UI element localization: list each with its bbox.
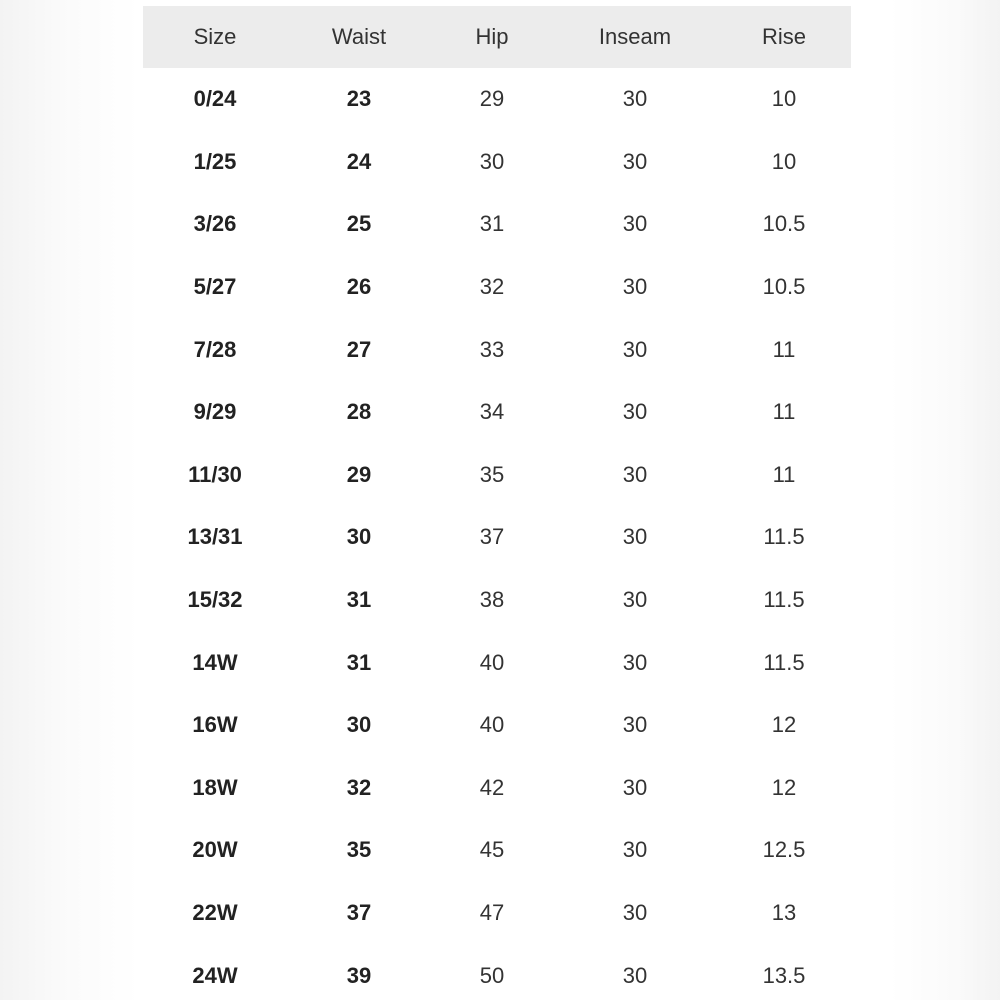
- cell-waist: 30: [346, 712, 372, 738]
- table-row: [143, 131, 851, 194]
- cell-size: 16W: [192, 712, 238, 738]
- table-row: [143, 944, 851, 1000]
- table-row: [143, 819, 851, 882]
- cell-waist: 24: [346, 148, 372, 174]
- cell-inseam: 30: [622, 336, 648, 362]
- cell-rise: 11: [772, 399, 796, 425]
- cell-inseam: 30: [622, 774, 648, 800]
- table-body: [143, 68, 851, 1000]
- table-row: [143, 193, 851, 256]
- size-chart-table: [143, 6, 851, 1000]
- cell-size: 3/26: [193, 211, 237, 237]
- cell-hip: 42: [479, 774, 505, 800]
- cell-inseam: 30: [622, 399, 648, 425]
- header-row: [143, 6, 851, 68]
- cell-size: 22W: [192, 900, 238, 926]
- cell-size: 13/31: [187, 524, 243, 550]
- header-inseam: Inseam: [598, 24, 672, 49]
- cell-size: 18W: [192, 774, 238, 800]
- cell-size: 1/25: [193, 148, 237, 174]
- header-size: Size: [193, 24, 237, 49]
- left-edge-shade: [0, 0, 140, 1000]
- table-row: [143, 256, 851, 319]
- cell-size: 7/28: [193, 336, 237, 362]
- cell-hip: 35: [479, 461, 505, 487]
- cell-hip: 50: [479, 962, 505, 988]
- cell-inseam: 30: [622, 962, 648, 988]
- header-rise: Rise: [761, 24, 806, 49]
- cell-inseam: 30: [622, 86, 648, 112]
- cell-inseam: 30: [622, 211, 648, 237]
- cell-waist: 25: [346, 211, 372, 237]
- cell-size: 5/27: [193, 274, 237, 300]
- cell-rise: 11: [772, 336, 796, 362]
- cell-waist: 26: [346, 274, 372, 300]
- cell-rise: 12.5: [762, 837, 806, 863]
- cell-size: 14W: [192, 649, 238, 675]
- cell-waist: 39: [346, 962, 372, 988]
- cell-inseam: 30: [622, 587, 648, 613]
- cell-inseam: 30: [622, 900, 648, 926]
- cell-rise: 11.5: [763, 524, 805, 550]
- cell-waist: 37: [346, 900, 372, 926]
- cell-size: 11/30: [188, 461, 242, 487]
- cell-rise: 10: [771, 86, 797, 112]
- cell-rise: 11.5: [763, 649, 805, 675]
- cell-rise: 13: [771, 900, 797, 926]
- cell-inseam: 30: [622, 837, 648, 863]
- table-header: [143, 6, 851, 68]
- cell-inseam: 30: [622, 524, 648, 550]
- cell-waist: 28: [346, 399, 372, 425]
- table-row: [143, 318, 851, 381]
- cell-waist: 30: [346, 524, 372, 550]
- cell-waist: 31: [346, 649, 372, 675]
- cell-hip: 40: [479, 712, 505, 738]
- cell-size: 24W: [192, 962, 238, 988]
- cell-rise: 11: [772, 461, 796, 487]
- cell-rise: 12: [771, 774, 797, 800]
- cell-rise: 13.5: [762, 962, 806, 988]
- cell-rise: 10: [771, 148, 797, 174]
- cell-hip: 37: [479, 524, 505, 550]
- table-row: [143, 444, 851, 507]
- table-row: [143, 381, 851, 444]
- table-row: [143, 694, 851, 757]
- table-row: [143, 68, 851, 131]
- cell-hip: 34: [479, 399, 505, 425]
- cell-size: 9/29: [193, 399, 237, 425]
- cell-size: 15/32: [187, 587, 243, 613]
- cell-rise: 12: [771, 712, 797, 738]
- right-edge-shade: [890, 0, 1000, 1000]
- cell-hip: 38: [479, 587, 505, 613]
- cell-inseam: 30: [622, 461, 648, 487]
- cell-hip: 32: [479, 274, 505, 300]
- cell-inseam: 30: [622, 148, 648, 174]
- cell-hip: 40: [479, 649, 505, 675]
- cell-size: 0/24: [193, 86, 237, 112]
- cell-hip: 33: [479, 336, 505, 362]
- cell-waist: 23: [346, 86, 372, 112]
- table-row: [143, 757, 851, 820]
- header-waist: Waist: [331, 24, 387, 49]
- cell-waist: 27: [346, 336, 372, 362]
- table-row: [143, 506, 851, 569]
- table-row: [143, 882, 851, 945]
- cell-size: 20W: [192, 837, 238, 863]
- table-row: [143, 631, 851, 694]
- cell-waist: 32: [346, 774, 372, 800]
- header-hip: Hip: [475, 24, 509, 49]
- cell-waist: 31: [346, 587, 372, 613]
- cell-hip: 47: [479, 900, 505, 926]
- cell-rise: 10.5: [762, 274, 806, 300]
- cell-rise: 10.5: [762, 211, 806, 237]
- cell-waist: 29: [346, 461, 372, 487]
- cell-hip: 30: [479, 148, 505, 174]
- cell-hip: 29: [479, 86, 505, 112]
- cell-waist: 35: [346, 837, 372, 863]
- cell-rise: 11.5: [763, 587, 805, 613]
- cell-inseam: 30: [622, 712, 648, 738]
- cell-inseam: 30: [622, 649, 648, 675]
- cell-hip: 45: [479, 837, 505, 863]
- cell-hip: 31: [479, 211, 505, 237]
- table-row: [143, 569, 851, 632]
- cell-inseam: 30: [622, 274, 648, 300]
